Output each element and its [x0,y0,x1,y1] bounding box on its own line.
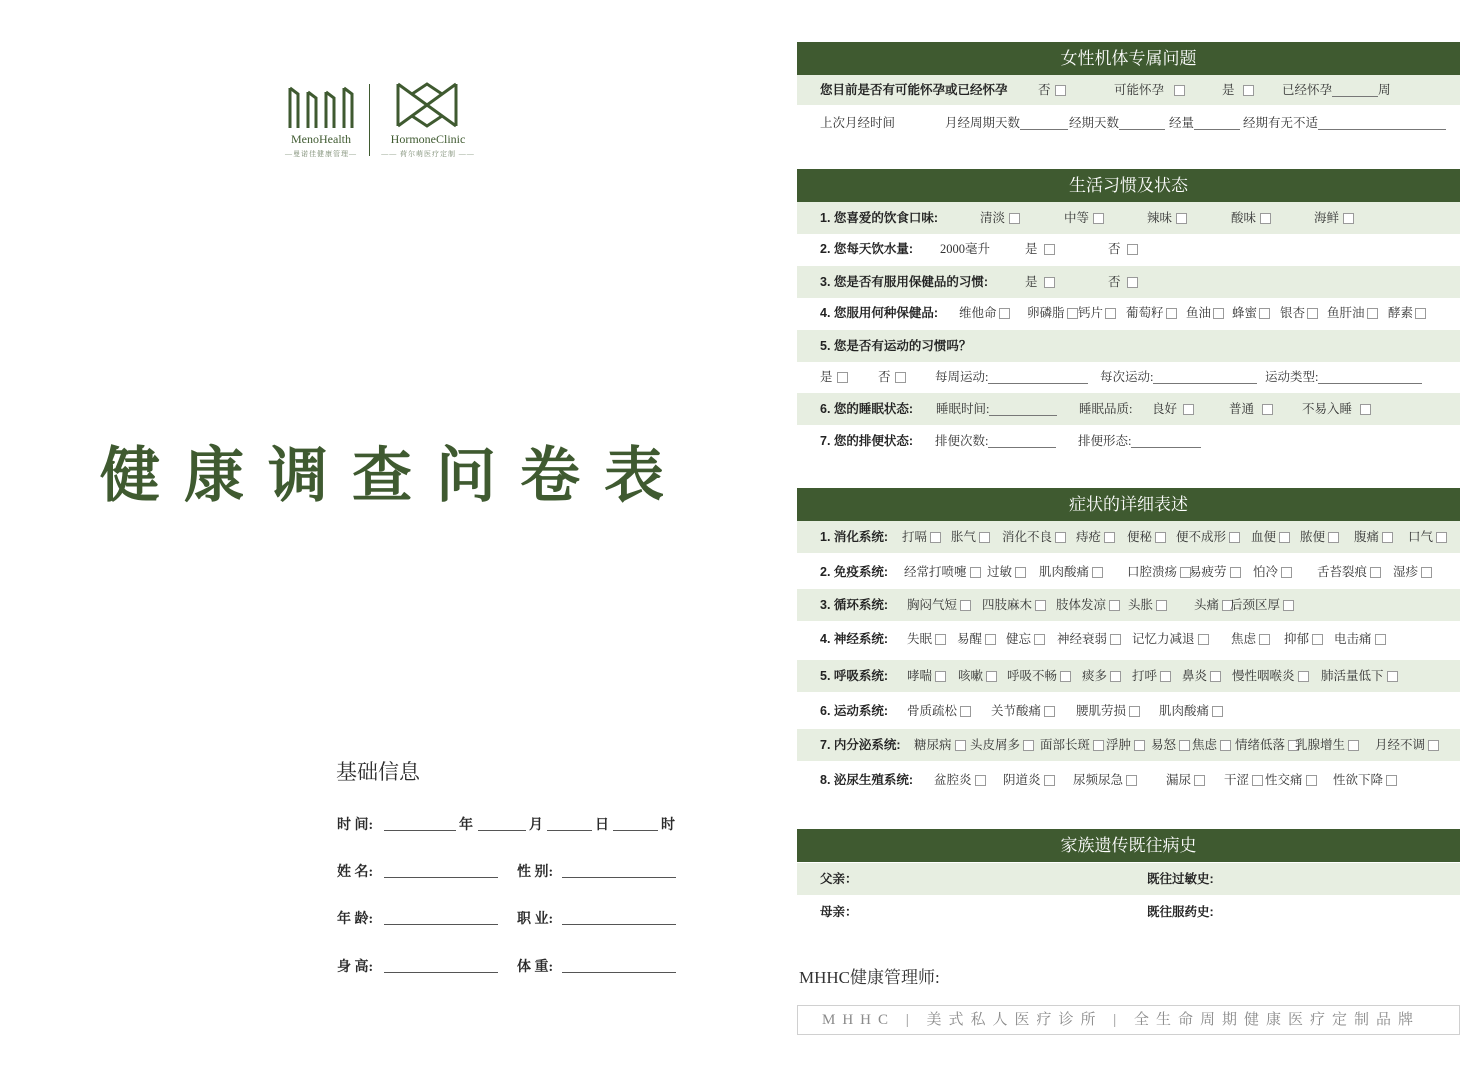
pregnant-no-option[interactable]: 否 [1038,75,1066,105]
checkbox[interactable] [1428,740,1439,751]
age-field[interactable] [384,924,498,925]
checkbox[interactable] [1382,532,1393,543]
sleep-question: 6. 您的睡眠状态: [820,402,914,416]
lifestyle-q3-row [797,266,1460,298]
period-days-field[interactable]: 经期天数 [1069,107,1165,139]
lifestyle-q7-row [797,425,1460,457]
symptom-option[interactable]: 易疲劳 [1189,556,1241,588]
footer-banner: MHHC | 美式私人医疗诊所 | 全生命周期健康医疗定制品牌 [797,1005,1460,1035]
symptom-system-label: 3. 循环系统: [820,598,889,612]
checkbox[interactable] [975,775,986,786]
mother-label: 母亲： [820,905,858,919]
symptom-option[interactable]: 怕冷 [1253,556,1292,588]
checkbox[interactable] [1243,85,1254,96]
supplement-habit-question: 3. 您是否有服用保健品的习惯: [820,275,989,289]
checkbox[interactable] [1259,634,1270,645]
month-label: 月 [529,818,543,833]
name-field[interactable] [384,877,498,878]
checkbox[interactable] [1156,600,1167,611]
checkbox[interactable] [979,532,990,543]
weight-label: 体 重: [517,960,554,975]
checkbox[interactable] [1134,740,1145,751]
checkbox[interactable] [1230,567,1241,578]
symptom-option[interactable]: 肌肉酸痛 [1159,695,1223,727]
cycle-days-field[interactable]: 月经周期天数 [945,107,1068,139]
symptom-option[interactable]: 盆腔炎 [934,764,986,796]
symptom-row [797,764,1460,796]
already-pregnant-option[interactable]: 已经怀孕 周 [1282,83,1391,97]
symptom-system-label: 6. 运动系统: [820,704,889,718]
checkbox[interactable] [1034,634,1045,645]
name-label: 姓 名: [337,865,374,880]
symptom-option[interactable]: 神经衰弱 [1057,623,1121,655]
weeks-field[interactable] [1332,82,1378,97]
checkbox[interactable] [1055,532,1066,543]
family-father-row [797,863,1460,895]
diet-option[interactable]: 中等 [1064,202,1104,234]
checkbox[interactable] [986,671,997,682]
weight-field[interactable] [562,972,676,973]
symptom-option[interactable]: 慢性咽喉炎 [1232,660,1309,692]
symptom-option[interactable]: 血便 [1251,521,1290,553]
checkbox[interactable] [1035,600,1046,611]
bowel-times-field[interactable]: 排便次数: [935,425,1056,457]
symptom-option[interactable]: 骨质疏松 [907,695,971,727]
symptom-option[interactable]: 痰多 [1082,660,1121,692]
checkbox[interactable] [1109,600,1120,611]
allergy-label: 既往过敏史: [1147,872,1214,886]
job-label: 职 业: [517,912,554,927]
checkbox[interactable] [1212,706,1223,717]
exercise-no-option[interactable]: 否 [878,361,906,393]
checkbox[interactable] [1093,740,1104,751]
symptom-row [797,556,1460,588]
checkbox[interactable] [1312,634,1323,645]
symptom-row [797,589,1460,621]
symptoms-section-header: 症状的详细表述 [797,488,1460,521]
checkbox[interactable] [1210,671,1221,682]
lifestyle-q5-row [797,330,1460,362]
symptom-option[interactable]: 哮喘 [907,660,946,692]
checkbox[interactable] [1283,600,1294,611]
day-field[interactable] [547,830,592,831]
symptom-option[interactable]: 抑郁 [1284,623,1323,655]
checkbox[interactable] [935,671,946,682]
checkbox[interactable] [1375,634,1386,645]
checkbox[interactable] [1220,740,1231,751]
symptom-option[interactable]: 四肢麻木 [982,589,1046,621]
checkbox[interactable] [1044,775,1055,786]
supplement-option[interactable]: 酵素 [1388,297,1426,329]
diet-option[interactable]: 清淡 [980,202,1020,234]
symptom-system-label: 4. 神经系统: [820,632,889,646]
supplement-option[interactable]: 鱼油 [1186,297,1224,329]
symptom-option[interactable]: 鼻炎 [1182,660,1221,692]
hour-field[interactable] [613,830,658,831]
checkbox[interactable] [1060,671,1071,682]
symptom-option[interactable]: 尿频尿急 [1073,764,1137,796]
checkbox[interactable] [1436,532,1447,543]
symptom-option[interactable]: 健忘 [1006,623,1045,655]
page-title: 健康调查问卷表 [100,443,688,509]
exercise-yes-option[interactable]: 是 [820,361,848,393]
checkbox[interactable] [985,634,996,645]
symptom-row [797,623,1460,655]
symptom-option[interactable]: 打嗝 [902,521,941,553]
hour-label: 时 [661,818,675,833]
checkbox[interactable] [1252,775,1263,786]
supplement-type-question: 4. 您服用何种保健品: [820,306,939,320]
symptom-option[interactable]: 焦虑 [1231,623,1270,655]
lifestyle-q1-row [797,202,1460,234]
sleep-time-field[interactable]: 睡眠时间: [936,393,1057,425]
diet-option[interactable]: 酸味 [1231,202,1271,234]
lifestyle-q2-row [797,233,1460,265]
checkbox[interactable] [1298,671,1309,682]
symptom-option[interactable]: 易怒 [1151,729,1190,761]
symptom-option[interactable]: 打呼 [1132,660,1171,692]
sleep-option[interactable]: 不易入睡 [1302,393,1371,425]
symptom-option[interactable]: 肺活量低下 [1321,660,1398,692]
menohealth-logo-icon [280,80,362,160]
symptom-option[interactable]: 胸闷气短 [907,589,971,621]
lifestyle-q6-row [797,393,1460,425]
pregnancy-row [797,75,1460,105]
lifestyle-q4-row [797,297,1460,329]
symptom-option[interactable]: 便秘 [1127,521,1166,553]
water-amount: 2000毫升 [940,242,991,256]
symptom-option[interactable]: 舌苔裂痕 [1317,556,1381,588]
symptom-option[interactable]: 头皮屑多 [970,729,1034,761]
sleep-quality-label: 睡眠品质: [1079,402,1133,416]
brand1-subtitle: —曼诺佳健康管理— [285,150,357,158]
checkbox[interactable] [960,706,971,717]
volume-field[interactable]: 经量 [1169,107,1240,139]
diet-option[interactable]: 海鲜 [1314,202,1354,234]
symptom-option[interactable]: 咳嗽 [958,660,997,692]
symptom-option[interactable]: 易醒 [957,623,996,655]
bowel-question: 7. 您的排便状态: [820,434,914,448]
checkbox[interactable] [1387,671,1398,682]
checkbox[interactable] [1129,706,1140,717]
checkbox[interactable] [1055,85,1066,96]
symptom-option[interactable]: 头痛 [1194,589,1233,621]
supplement-no-option[interactable]: 否 [1108,266,1138,298]
checkbox[interactable] [1110,671,1121,682]
checkbox[interactable] [1370,567,1381,578]
sleep-option[interactable]: 普通 [1229,393,1273,425]
water-question: 2. 您每天饮水量: [820,242,914,256]
checkbox[interactable] [1155,532,1166,543]
water-no-option[interactable]: 否 [1108,233,1138,265]
checkbox[interactable] [1348,740,1359,751]
checkbox[interactable] [935,634,946,645]
hormoneclinic-logo-icon [378,80,476,160]
symptom-row [797,660,1460,692]
symptom-option[interactable]: 呼吸不畅 [1007,660,1071,692]
checkbox[interactable] [1194,775,1205,786]
checkbox[interactable] [1421,567,1432,578]
checkbox[interactable] [1198,634,1209,645]
symptom-option[interactable]: 过敏 [987,556,1026,588]
symptom-option[interactable]: 经常打喷嚏 [904,556,981,588]
time-label: 时 间: [337,818,374,833]
basic-info-title: 基础信息 [336,760,420,784]
symptom-system-label: 2. 免疫系统: [820,565,889,579]
month-field[interactable] [478,830,526,831]
job-field[interactable] [562,924,676,925]
last-period-label: 上次月经时间 [820,116,896,130]
symptom-option[interactable]: 性欲下降 [1333,764,1397,796]
symptom-option[interactable]: 关节酸痛 [991,695,1055,727]
gender-label: 性 别: [517,865,554,880]
symptom-option[interactable]: 后颈区厚 [1230,589,1294,621]
checkbox[interactable] [955,740,966,751]
checkbox[interactable] [960,600,971,611]
symptom-row [797,729,1460,761]
supplement-option[interactable]: 银杏 [1280,297,1318,329]
symptom-option[interactable]: 痔疮 [1076,521,1115,553]
symptom-option[interactable]: 湿疹 [1393,556,1432,588]
exercise-type-field[interactable]: 运动类型: [1265,361,1422,393]
checkbox[interactable] [1110,634,1121,645]
symptom-option[interactable]: 漏尿 [1166,764,1205,796]
symptom-option[interactable]: 脓便 [1300,521,1339,553]
supplement-option[interactable]: 维他命 [959,297,1010,329]
symptom-option[interactable]: 焦虑 [1192,729,1231,761]
weekly-exercise-field[interactable]: 每周运动: [935,361,1088,393]
symptom-row [797,695,1460,727]
sleep-option[interactable]: 良好 [1152,393,1194,425]
symptom-system-label: 5. 呼吸系统: [820,669,889,683]
father-label: 父亲： [820,872,858,886]
supplement-option[interactable]: 葡萄籽 [1126,297,1177,329]
checkbox[interactable] [1179,740,1190,751]
symptom-row [797,521,1460,553]
checkbox[interactable] [1281,567,1292,578]
symptom-option[interactable]: 干涩 [1224,764,1263,796]
diet-option[interactable]: 辣味 [1147,202,1187,234]
symptom-option[interactable]: 面部长斑 [1040,729,1104,761]
pregnant-yes-option[interactable]: 是 [1222,75,1254,105]
symptom-system-label: 1. 消化系统: [820,530,889,544]
symptom-option[interactable]: 月经不调 [1375,729,1439,761]
supplement-option[interactable]: 钙片 [1078,297,1116,329]
symptom-option[interactable]: 腰肌劳损 [1076,695,1140,727]
symptom-system-label: 7. 内分泌系统: [820,738,901,752]
symptom-option[interactable]: 电击痛 [1334,623,1386,655]
pregnancy-question: 您目前是否有可能怀孕或已经怀孕 [820,83,1008,97]
checkbox[interactable] [1092,567,1103,578]
checkbox[interactable] [1279,532,1290,543]
checkbox[interactable] [970,567,981,578]
height-field[interactable] [384,972,498,973]
height-label: 身 高: [337,960,374,975]
symptom-option[interactable]: 胀气 [951,521,990,553]
logo-divider [369,84,370,156]
symptom-system-label: 8. 泌尿生殖系统: [820,773,914,787]
week-label: 周 [1378,83,1391,97]
family-section-header: 家族遗传既往病史 [797,829,1460,862]
checkbox[interactable] [1044,706,1055,717]
symptom-option[interactable]: 肢体发凉 [1056,589,1120,621]
gender-field[interactable] [562,877,676,878]
checkbox[interactable] [1328,532,1339,543]
advisor-label: MHHC健康管理师: [799,968,940,987]
symptom-option[interactable]: 肌肉酸痛 [1039,556,1103,588]
medication-label: 既往服药史: [1147,905,1214,919]
symptom-option[interactable]: 口腔溃疡 [1127,556,1191,588]
symptom-option[interactable]: 乳腺增生 [1295,729,1359,761]
symptom-option[interactable]: 便不成形 [1176,521,1240,553]
discomfort-field[interactable]: 经期有无不适 [1243,107,1446,139]
checkbox[interactable] [1126,775,1137,786]
symptom-option[interactable]: 记忆力减退 [1132,623,1209,655]
supplement-option[interactable]: 卵磷脂 [1027,297,1078,329]
symptom-option[interactable]: 口气 [1408,521,1447,553]
year-label: 年 [459,818,473,833]
symptom-option[interactable]: 头胀 [1128,589,1167,621]
age-label: 年 龄: [337,912,374,927]
checkbox[interactable] [930,532,941,543]
symptom-option[interactable]: 阴道炎 [1003,764,1055,796]
symptom-option[interactable]: 腹痛 [1354,521,1393,553]
brand2-name: HormoneClinic [390,132,466,146]
female-section-header: 女性机体专属问题 [797,42,1460,75]
symptom-option[interactable]: 失眠 [907,623,946,655]
supplement-yes-option[interactable]: 是 [1025,266,1055,298]
each-exercise-field[interactable]: 每次运动: [1100,361,1257,393]
symptom-option[interactable]: 情绪低落 [1235,729,1299,761]
checkbox[interactable] [1229,532,1240,543]
water-yes-option[interactable]: 是 [1025,233,1055,265]
pregnant-maybe-option[interactable]: 可能怀孕 [1114,75,1185,105]
day-label: 日 [595,818,609,833]
supplement-option[interactable]: 蜂蜜 [1232,297,1270,329]
checkbox[interactable] [1023,740,1034,751]
lifestyle-section-header: 生活习惯及状态 [797,169,1460,202]
year-field[interactable] [384,830,456,831]
checkbox[interactable] [1306,775,1317,786]
symptom-option[interactable]: 消化不良 [1002,521,1066,553]
symptom-option[interactable]: 性交痛 [1265,764,1317,796]
exercise-question: 5. 您是否有运动的习惯吗？ [820,339,972,353]
diet-question: 1. 您喜爱的饮食口味: [820,211,939,225]
lifestyle-q5-detail-row [797,361,1460,393]
symptom-option[interactable]: 糖尿病 [914,729,966,761]
menstrual-row [797,107,1460,139]
checkbox[interactable] [1386,775,1397,786]
checkbox[interactable] [1015,567,1026,578]
supplement-option[interactable]: 鱼肝油 [1327,297,1378,329]
brand2-subtitle: —— 荷尔萌医疗定制 —— [381,150,475,158]
checkbox[interactable] [1174,85,1185,96]
symptom-option[interactable]: 浮肿 [1106,729,1145,761]
family-mother-row [797,896,1460,928]
checkbox[interactable] [1104,532,1115,543]
bowel-shape-field[interactable]: 排便形态: [1078,425,1201,457]
brand1-name: MenoHealth [291,132,351,146]
checkbox[interactable] [1160,671,1171,682]
